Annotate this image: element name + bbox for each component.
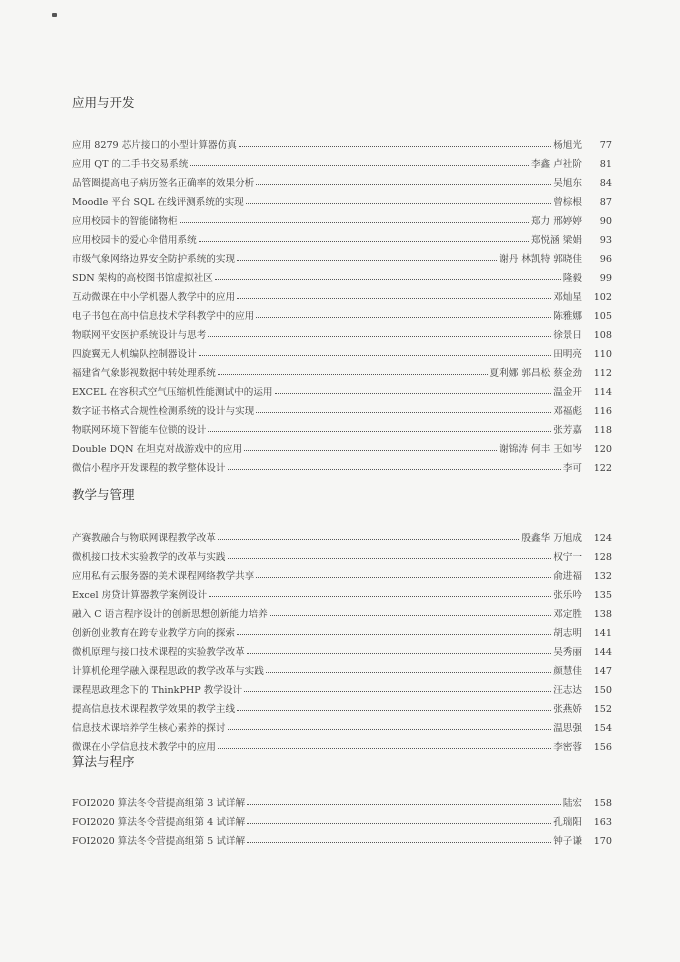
entry-title: 产赛教融合与物联网课程教学改革 — [72, 533, 216, 544]
entry-author: 郑力 邢婷婷 — [530, 216, 582, 227]
entry-title: 互动微课在中小学机器人教学中的应用 — [72, 292, 236, 303]
entry-title: 品管圈提高电子病历签名正确率的效果分析 — [72, 178, 255, 189]
entry-author: 杨旭光 — [553, 140, 582, 151]
entry-title: Moodle 平台 SQL 在线评测系统的实现 — [72, 197, 244, 208]
entry-page-number: 163 — [593, 817, 612, 828]
entry-author: 殷鑫华 万旭成 — [521, 533, 582, 544]
entry-author: 隆毅 — [562, 273, 582, 284]
leader-dots — [218, 748, 551, 749]
entry-page-number: 158 — [593, 798, 612, 809]
toc-entry[interactable] — [72, 525, 612, 544]
leader-dots — [239, 146, 551, 147]
entry-page-number: 99 — [599, 273, 612, 284]
leader-dots — [180, 222, 529, 223]
entry-page-number: 128 — [593, 552, 612, 563]
entry-page-number: 152 — [593, 704, 612, 715]
entry-title: 数字证书格式合规性检测系统的设计与实现 — [72, 406, 255, 417]
entry-title: 电子书包在高中信息技术学科教学中的应用 — [72, 311, 255, 322]
entry-page-number: 116 — [593, 406, 612, 417]
entry-page-number: 87 — [599, 197, 612, 208]
entry-page-number: 93 — [599, 235, 612, 246]
leader-dots — [215, 279, 561, 280]
entry-author: 李密蓉 — [553, 742, 582, 753]
entry-page-number: 138 — [593, 609, 612, 620]
entry-author: 徐景日 — [553, 330, 582, 341]
entry-page-number: 144 — [593, 647, 612, 658]
toc-entry[interactable] — [72, 360, 612, 379]
leader-dots — [199, 241, 529, 242]
entry-page-number: 108 — [593, 330, 612, 341]
toc-entry[interactable] — [72, 809, 612, 828]
entry-title: 课程思政理念下的 ThinkPHP 教学设计 — [72, 685, 243, 696]
entry-author: 夏利娜 郭昌松 蔡金劲 — [489, 368, 582, 379]
entry-title: 融入 C 语言程序设计的创新思想创新能力培养 — [72, 609, 268, 620]
entry-author: 吴旭东 — [553, 178, 582, 189]
toc-entry[interactable] — [72, 658, 612, 677]
toc-entry[interactable] — [72, 151, 612, 170]
toc-entry[interactable] — [72, 696, 612, 715]
toc-entry[interactable] — [72, 398, 612, 417]
entry-title: 信息技术课培养学生核心素养的探讨 — [72, 723, 226, 734]
toc-entry[interactable] — [72, 620, 612, 639]
entry-page-number: 110 — [593, 349, 612, 360]
toc-entry[interactable] — [72, 170, 612, 189]
entry-page-number: 84 — [599, 178, 612, 189]
entry-title: 福建省气象影视数据中转处理系统 — [72, 368, 216, 379]
entry-page-number: 141 — [593, 628, 612, 639]
entry-title: 微信小程序开发课程的教学整体设计 — [72, 463, 226, 474]
entry-title: 物联网环境下智能车位锁的设计 — [72, 425, 207, 436]
entry-page-number: 81 — [599, 159, 612, 170]
entry-title: 应用私有云服务器的美术课程网络教学共享 — [72, 571, 255, 582]
entry-page-number: 150 — [593, 685, 612, 696]
entry-title: 创新创业教育在跨专业教学方向的探索 — [72, 628, 236, 639]
entry-page-number: 105 — [593, 311, 612, 322]
section-algorithm-program — [72, 751, 612, 847]
leader-dots — [190, 165, 529, 166]
leader-dots — [208, 431, 551, 432]
toc-entry[interactable] — [72, 639, 612, 658]
entry-author: 邓福彪 — [553, 406, 582, 417]
entry-author: 胡志明 — [553, 628, 582, 639]
leader-dots — [237, 260, 497, 261]
entry-page-number: 112 — [593, 368, 612, 379]
entry-author: 孔瑞阳 — [553, 817, 582, 828]
entry-title: 计算机伦理学融入课程思政的教学改革与实践 — [72, 666, 264, 677]
leader-dots — [247, 823, 551, 824]
entry-author: 陆宏 — [562, 798, 582, 809]
section-title: 教学与管理 — [72, 487, 135, 502]
entry-page-number: 118 — [593, 425, 612, 436]
entry-title: Excel 房贷计算器教学案例设计 — [72, 590, 208, 601]
entry-title: 应用校园卡的智能储物柜 — [72, 216, 178, 227]
leader-dots — [256, 577, 551, 578]
entry-title: FOI2020 算法冬令营提高组第 3 试详解 — [72, 798, 246, 809]
entry-author: 权宁一 — [553, 552, 582, 563]
toc-entry[interactable] — [72, 544, 612, 563]
entry-page-number: 147 — [593, 666, 612, 677]
entry-author: 郑悦涵 梁娟 — [530, 235, 582, 246]
entry-author: 谢丹 林凯特 郭晓佳 — [499, 254, 582, 265]
leader-dots — [256, 412, 551, 413]
entry-title: 物联网平安医护系统设计与思考 — [72, 330, 207, 341]
leader-dots — [266, 672, 551, 673]
toc-entry[interactable] — [72, 227, 612, 246]
entry-title: Double DQN 在坦克对战游戏中的应用 — [72, 444, 243, 455]
entry-title: FOI2020 算法冬令营提高组第 5 试详解 — [72, 836, 246, 847]
leader-dots — [218, 539, 519, 540]
toc-entry[interactable] — [72, 715, 612, 734]
entry-page-number: 114 — [593, 387, 612, 398]
leader-dots — [247, 653, 552, 654]
entry-author: 曾棕根 — [553, 197, 582, 208]
entry-author: 颜慧佳 — [553, 666, 582, 677]
entry-page-number: 154 — [593, 723, 612, 734]
toc-entry[interactable] — [72, 790, 612, 809]
entry-author: 陈雅娜 — [553, 311, 582, 322]
entry-title: 提高信息技术课程教学效果的教学主线 — [72, 704, 236, 715]
entry-title: FOI2020 算法冬令营提高组第 4 试详解 — [72, 817, 246, 828]
entry-page-number: 90 — [599, 216, 612, 227]
leader-dots — [237, 634, 551, 635]
entry-page-number: 135 — [593, 590, 612, 601]
toc-entry[interactable] — [72, 341, 612, 360]
entry-title: 微机接口技术实验教学的改革与实践 — [72, 552, 226, 563]
leader-dots — [256, 184, 551, 185]
toc-entry[interactable] — [72, 417, 612, 436]
entry-author: 吴秀丽 — [553, 647, 582, 658]
entry-author: 田明亮 — [553, 349, 582, 360]
entry-title: SDN 架构的高校图书馆虚拟社区 — [72, 273, 213, 284]
entry-title: 应用校园卡的爱心伞借用系统 — [72, 235, 197, 246]
leader-dots — [209, 596, 551, 597]
entry-page-number: 122 — [593, 463, 612, 474]
entry-page-number: 102 — [593, 292, 612, 303]
toc-entry[interactable] — [72, 563, 612, 582]
entry-title: 四旋翼无人机编队控制器设计 — [72, 349, 197, 360]
entry-title: 应用 QT 的二手书交易系统 — [72, 159, 189, 170]
entry-title: 微课在小学信息技术教学中的应用 — [72, 742, 216, 753]
toc-entry[interactable] — [72, 322, 612, 341]
entry-title: 微机原理与接口技术课程的实验教学改革 — [72, 647, 245, 658]
toc-entry[interactable] — [72, 132, 612, 151]
leader-dots — [218, 374, 488, 375]
entry-author: 张芳嘉 — [553, 425, 582, 436]
toc-entry[interactable] — [72, 303, 612, 322]
toc-entry[interactable] — [72, 284, 612, 303]
entry-author: 邓灿星 — [553, 292, 582, 303]
section-title: 算法与程序 — [72, 754, 135, 769]
leader-dots — [244, 691, 551, 692]
toc-entry[interactable] — [72, 582, 612, 601]
leader-dots — [237, 710, 551, 711]
leader-dots — [247, 804, 561, 805]
leader-dots — [246, 203, 551, 204]
leader-dots — [237, 298, 551, 299]
leader-dots — [228, 729, 552, 730]
toc-entry[interactable] — [72, 436, 612, 455]
leader-dots — [208, 336, 551, 337]
toc-entry[interactable] — [72, 828, 612, 847]
entry-page-number: 96 — [599, 254, 612, 265]
entry-page-number: 124 — [593, 533, 612, 544]
leader-dots — [244, 450, 497, 451]
entry-author: 邓定胜 — [553, 609, 582, 620]
entry-author: 李可 — [562, 463, 582, 474]
leader-dots — [247, 842, 551, 843]
toc-entry[interactable] — [72, 601, 612, 620]
entry-author: 温金开 — [553, 387, 582, 398]
entry-author: 李鑫 卢社阶 — [530, 159, 582, 170]
toc-entry[interactable] — [72, 246, 612, 265]
entry-author: 张乐吟 — [553, 590, 582, 601]
leader-dots — [228, 469, 561, 470]
leader-dots — [275, 393, 552, 394]
entry-author: 俞进福 — [553, 571, 582, 582]
leader-dots — [270, 615, 551, 616]
leader-dots — [199, 355, 552, 356]
entry-title: EXCEL 在容积式空气压缩机性能测试中的运用 — [72, 387, 273, 398]
toc-entry[interactable] — [72, 208, 612, 227]
entry-author: 张燕娇 — [553, 704, 582, 715]
entry-author: 汪志达 — [553, 685, 582, 696]
section-title: 应用与开发 — [72, 95, 135, 110]
entry-title: 应用 8279 芯片接口的小型计算器仿真 — [72, 140, 237, 151]
toc-entry[interactable] — [72, 189, 612, 208]
leader-dots — [256, 317, 551, 318]
entry-page-number: 170 — [593, 836, 612, 847]
entry-author: 谢锦涛 何丰 王如岑 — [499, 444, 582, 455]
entry-page-number: 120 — [593, 444, 612, 455]
toc-entry[interactable] — [72, 379, 612, 398]
entry-page-number: 156 — [593, 742, 612, 753]
entry-page-number: 132 — [593, 571, 612, 582]
entry-author: 钟子谦 — [553, 836, 582, 847]
entry-title: 市级气象网络边界安全防护系统的实现 — [72, 254, 236, 265]
scan-mark — [52, 13, 57, 17]
toc-entry[interactable] — [72, 265, 612, 284]
section-teaching-management — [72, 484, 612, 753]
entry-page-number: 77 — [599, 140, 612, 151]
toc-entry[interactable] — [72, 455, 612, 474]
leader-dots — [228, 558, 552, 559]
toc-entry[interactable] — [72, 677, 612, 696]
section-application-development — [72, 92, 612, 474]
entry-author: 温思强 — [553, 723, 582, 734]
